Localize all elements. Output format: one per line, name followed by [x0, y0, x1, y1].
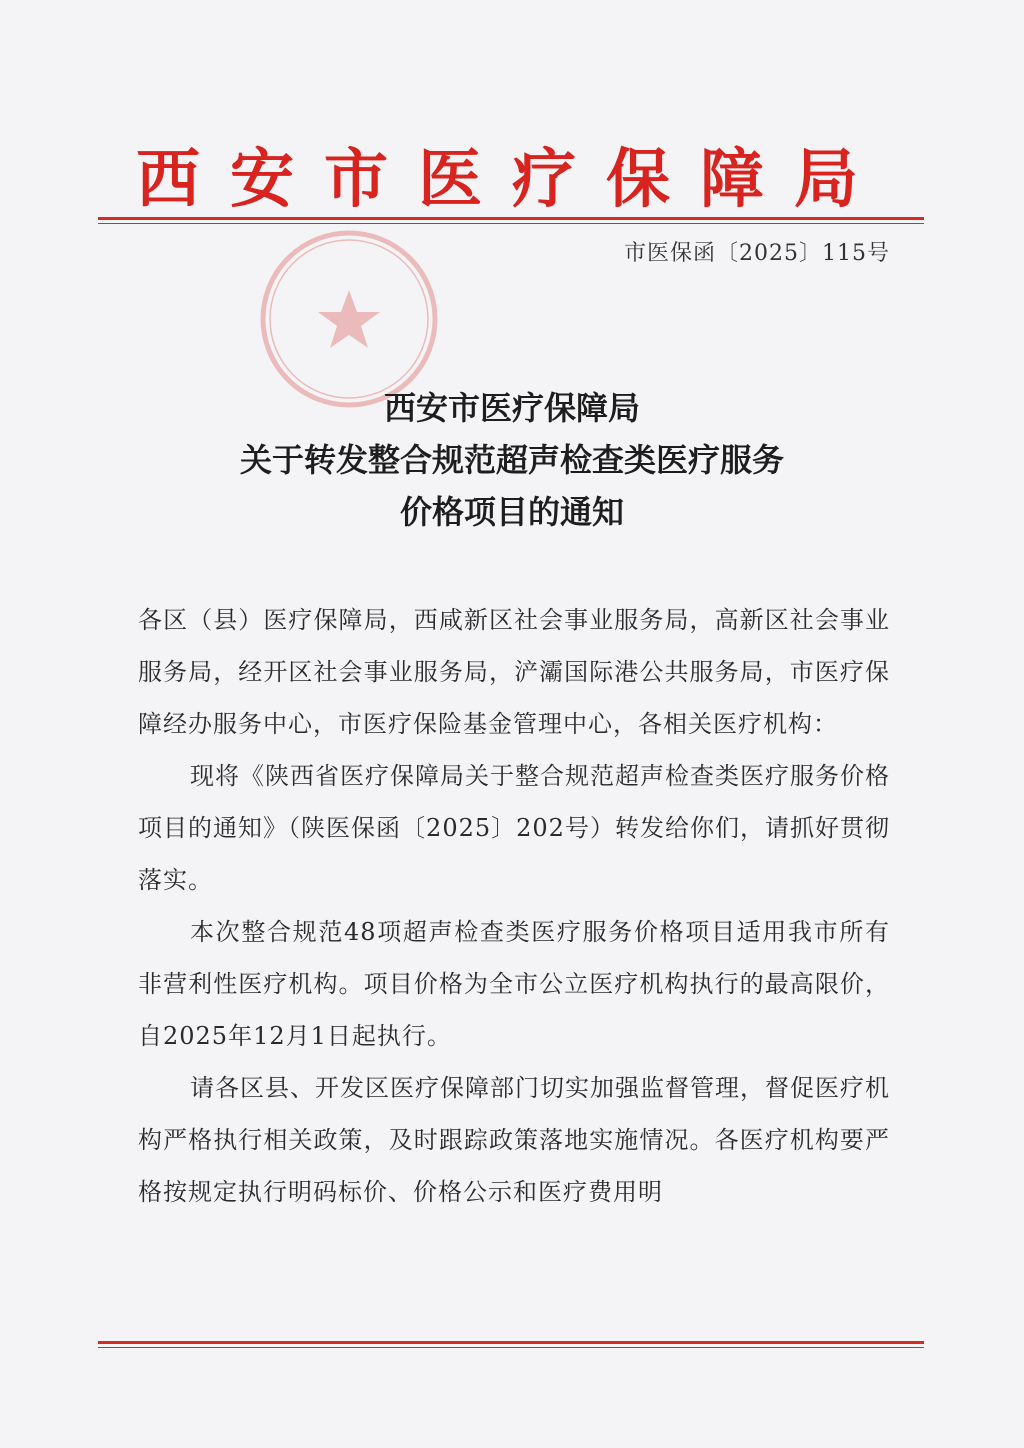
notice-body [138, 594, 890, 1218]
seal-star-icon [318, 290, 380, 348]
header-red-rule-top [98, 217, 924, 220]
footer-red-rule-top [98, 1341, 924, 1344]
agency-header-title: 西安市医疗保障局 [136, 142, 888, 217]
header-red-rule-thin [98, 223, 924, 224]
body-salutation: 各区（县）医疗保障局，西咸新区社会事业服务局，高新区社会事业服务局，经开区社会事业服务局，浐灞国际港公共服务局，市医疗保障经办服务中心，市医疗保险基金管理中心，各相关医疗机构： [138, 606, 890, 738]
notice-title [100, 382, 924, 538]
footer-red-rule-thin [98, 1347, 924, 1348]
notice-title-line-2: 关于转发整合规范超声检查类医疗服务 [239, 441, 784, 479]
document-number: 市医保函〔2025〕115号 [624, 241, 890, 266]
notice-title-line-1: 西安市医疗保障局 [383, 389, 640, 427]
body-paragraph-2: 本次整合规范48项超声检查类医疗服务价格项目适用我市所有非营利性医疗机构。项目价格为全市公立医疗机构执行的最高限价，自2025年12月1日起执行。 [138, 918, 890, 1050]
notice-title-line-3: 价格项目的通知 [399, 493, 624, 531]
body-paragraph-3: 请各区县、开发区医疗保障部门切实加强监督管理，督促医疗机构严格执行相关政策，及时跟踪政策落地实施情况。各医疗机构要严格按规定执行明码标价、价格公示和医疗费用明 [138, 1074, 890, 1206]
body-paragraph-1: 现将《陕西省医疗保障局关于整合规范超声检查类医疗服务价格项目的通知》（陕医保函〔2025〕202号）转发给你们，请抓好贯彻落实。 [138, 762, 890, 894]
